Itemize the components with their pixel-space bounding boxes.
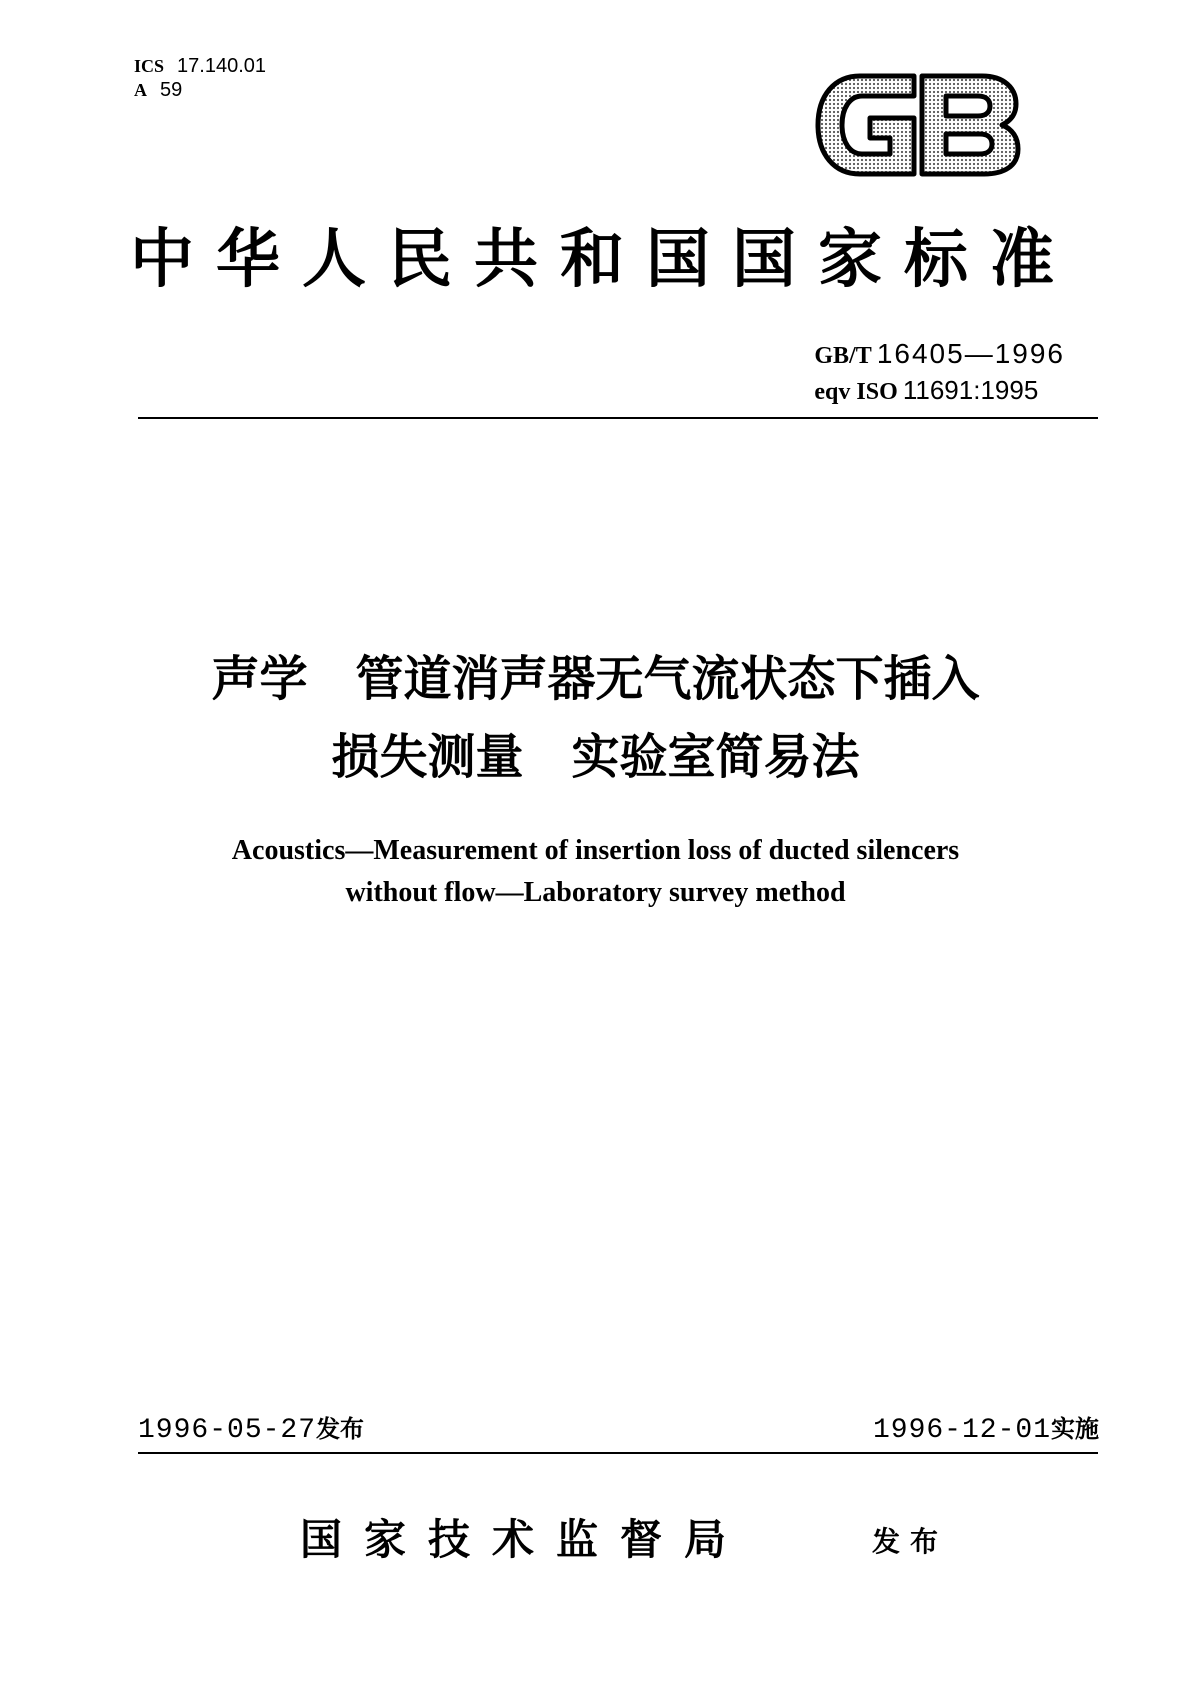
english-title-line-1: Acoustics—Measurement of insertion loss of ducted silencers — [231, 835, 960, 866]
standard-code-prefix: GB/T — [814, 343, 872, 369]
effective-date-block — [873, 1410, 1099, 1449]
equivalent-code-line — [814, 374, 1065, 410]
national-standard-title: 中华人民共和国国家标准 — [130, 223, 1076, 297]
issue-date: 1996-05-27 — [138, 1415, 317, 1446]
gb-logo — [812, 66, 1024, 184]
effective-label: 实施 — [1051, 1415, 1099, 1443]
publish-label: 发布 — [872, 1525, 949, 1558]
header-divider — [138, 417, 1098, 419]
standard-code-line — [814, 338, 1065, 374]
english-title-line-2: without flow—Laboratory survey method — [345, 877, 846, 908]
ics-line — [134, 54, 266, 78]
chinese-title-line-2: 损失测量 实验室简易法 — [331, 729, 860, 785]
class-line — [134, 78, 266, 102]
issue-label: 发布 — [316, 1415, 365, 1443]
standard-code-number: 16405—1996 — [876, 338, 1065, 369]
chinese-title-line-1: 声学 管道消声器无气流状态下插入 — [211, 651, 980, 707]
ics-block — [134, 54, 266, 102]
equivalent-code-number: 11691:1995 — [902, 375, 1039, 405]
ics-code: 17.140.01 — [177, 55, 266, 77]
class-code: 59 — [160, 79, 183, 101]
class-label: A — [134, 80, 147, 100]
effective-date: 1996-12-01 — [872, 1415, 1051, 1446]
footer-divider — [138, 1452, 1098, 1454]
equivalent-code-prefix: eqv ISO — [814, 379, 898, 405]
logo-text: GB — [918, 136, 920, 137]
issue-date-block — [138, 1410, 364, 1449]
publisher-name: 国家技术监督局 — [300, 1515, 749, 1564]
ics-label: ICS — [134, 56, 165, 76]
standard-codes — [814, 338, 1065, 410]
